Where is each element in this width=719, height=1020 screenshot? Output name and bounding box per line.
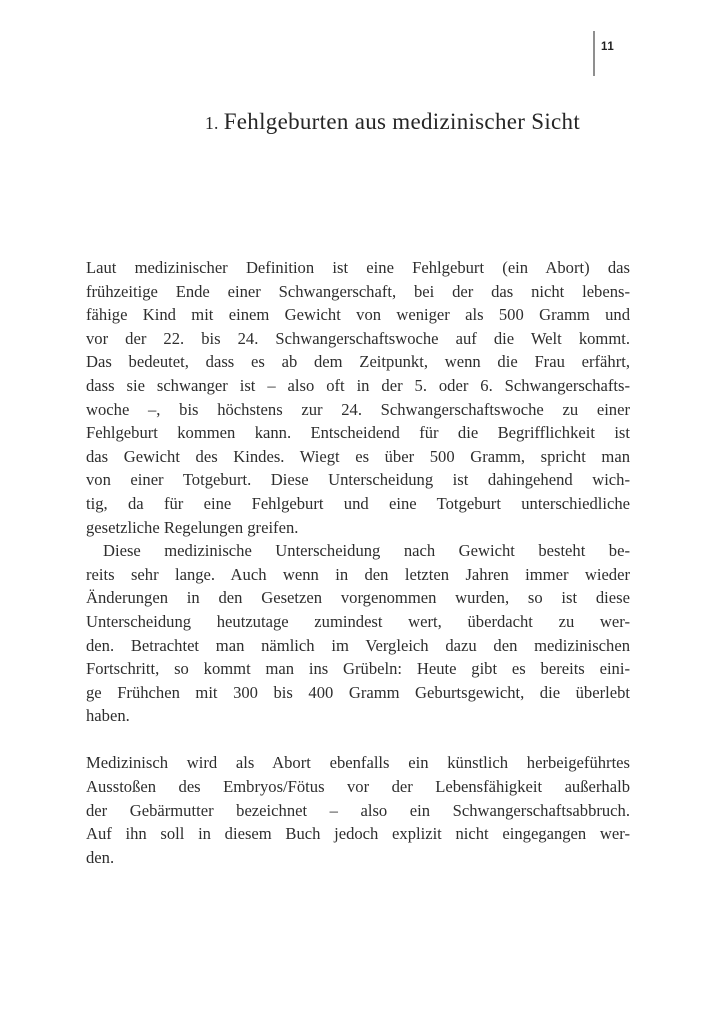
- text-line: Auf ihn soll in diesem Buch jedoch explizit nicht eingegangen wer-: [86, 824, 630, 844]
- text-line: Medizinisch wird als Abort ebenfalls ein künstlich herbeigeführtes: [86, 753, 630, 773]
- text-line: Änderungen in den Gesetzen vorgenommen wurden, so ist diese: [86, 588, 630, 608]
- text-line: den. Betrachtet man nämlich im Vergleich dazu den medizinischen: [86, 635, 630, 655]
- page-number-rule: [593, 31, 595, 76]
- text-line: Fehlgeburt kommen kann. Entscheidend für die Begrifflichkeit ist: [86, 423, 630, 443]
- text-line: ge Frühchen mit 300 bis 400 Gramm Geburtsgewicht, die überlebt: [86, 682, 630, 702]
- text-line: Diese medizinische Unterscheidung nach Gewicht besteht be-: [103, 541, 630, 561]
- text-line: frühzeitige Ende einer Schwangerschaft, bei der das nicht lebens-: [86, 281, 630, 301]
- text-line: Fortschritt, so kommt man ins Grübeln: Heute gibt es bereits eini-: [86, 659, 630, 679]
- text-line: gesetzliche Regelungen greifen.: [86, 517, 299, 537]
- text-line: den.: [86, 847, 115, 867]
- text-line: Unterscheidung heutzutage zumindest wert, überdacht zu wer-: [86, 611, 630, 631]
- text-line: haben.: [86, 706, 130, 726]
- text-line: woche –, bis höchstens zur 24. Schwangerschaftswoche zu einer: [86, 399, 630, 419]
- chapter-title: [120, 106, 665, 139]
- text-line: fähige Kind mit einem Gewicht von weniger als 500 Gramm und: [86, 305, 630, 325]
- paragraph: [86, 256, 630, 539]
- text-line: reits sehr lange. Auch wenn in den letzten Jahren immer wieder: [86, 564, 630, 584]
- page-number: 11: [601, 41, 615, 53]
- chapter-title-text: Fehlgeburten aus medizinischer Sicht: [223, 109, 581, 134]
- text-line: das Gewicht des Kindes. Wiegt es über 500 Gramm, spricht man: [86, 446, 630, 466]
- text-line: Ausstoßen des Embryos/Fötus vor der Lebensfähigkeit außerhalb: [86, 777, 630, 797]
- text-line: der Gebärmutter bezeichnet – also ein Schwangerschaftsabbruch.: [86, 800, 630, 820]
- chapter-number: 1.: [204, 113, 219, 133]
- text-line: Laut medizinischer Definition ist eine Fehlgeburt (ein Abort) das: [86, 258, 630, 277]
- text-line: Das bedeutet, dass es ab dem Zeitpunkt, wenn die Frau erfährt,: [86, 352, 630, 372]
- text-line: tig, da für eine Fehlgeburt und eine Totgeburt unterschiedliche: [86, 493, 630, 513]
- paragraph: [86, 751, 630, 869]
- paragraph: [86, 539, 630, 728]
- body-text: [86, 256, 630, 869]
- text-line: vor der 22. bis 24. Schwangerschaftswoche auf die Welt kommt.: [86, 328, 630, 348]
- text-line: dass sie schwanger ist – also oft in der 5. oder 6. Schwangerschafts-: [86, 375, 630, 395]
- text-line: von einer Totgeburt. Diese Unterscheidung ist dahingehend wich-: [86, 470, 630, 490]
